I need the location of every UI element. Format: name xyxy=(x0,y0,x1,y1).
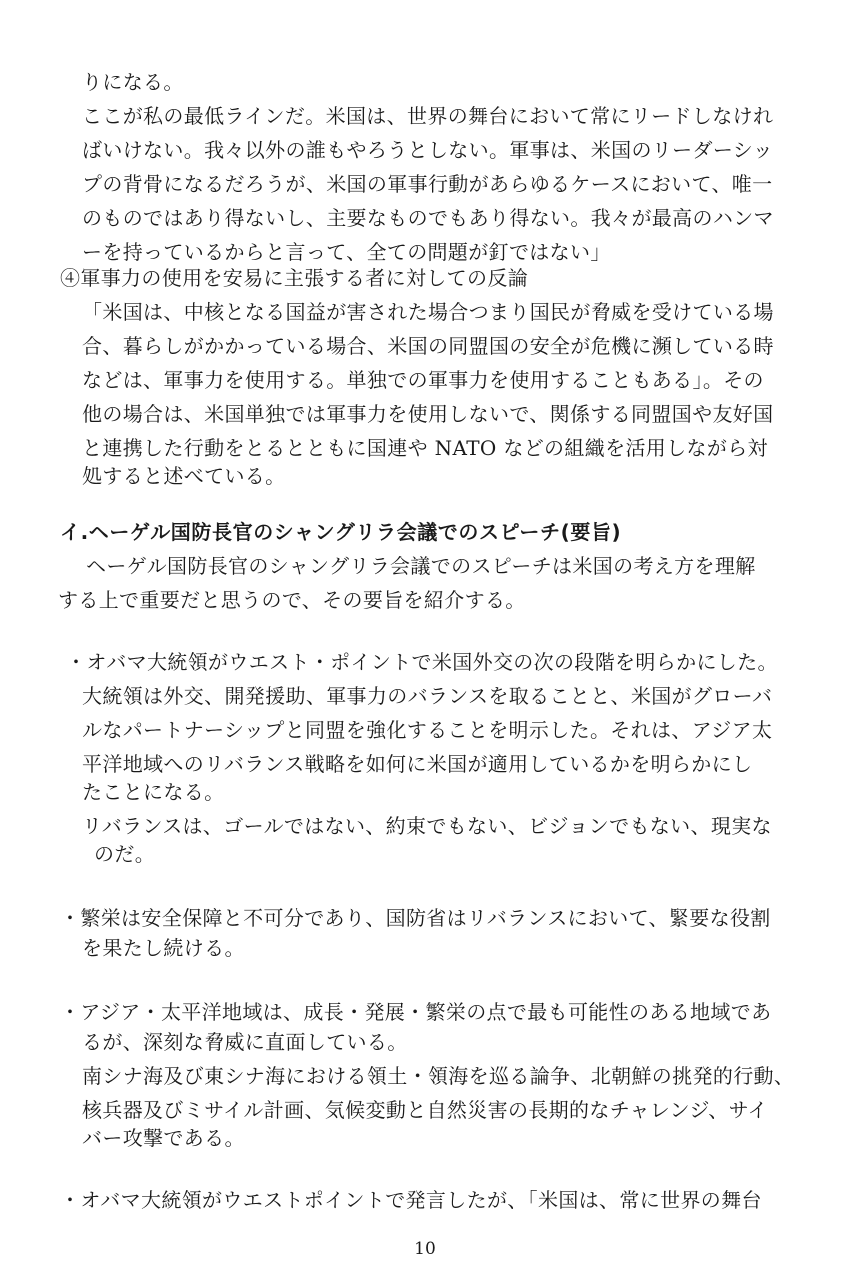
body-text-line: 合、暮らしがかかっている場合、米国の同盟国の安全が危機に瀕している時 xyxy=(82,334,774,358)
body-text-line: るが、深刻な脅威に直面している。 xyxy=(82,1030,408,1054)
body-text-line: ヘーゲル国防長官のシャングリラ会議でのスピーチは米国の考え方を理解 xyxy=(86,554,756,578)
body-text-line: と連携した行動をとるとともに国連や NATO などの組織を活用しながら対 xyxy=(82,436,768,460)
page-number: 10 xyxy=(414,1239,436,1259)
body-text-line: 大統領は外交、開発援助、軍事力のバランスを取ることと、米国がグローバ xyxy=(82,684,773,708)
body-text-line: 処すると述べている。 xyxy=(82,464,286,488)
body-text-line: 核兵器及びミサイル計画、気候変動と自然災害の長期的なチャレンジ、サイ xyxy=(82,1098,768,1122)
body-text-line: ばいけない。我々以外の誰もやろうとしない。軍事は、米国のリーダーシッ xyxy=(82,138,774,162)
bullet-item-line: ・オバマ大統領がウエストポイントで発言したが、「米国は、常に世界の舞台 xyxy=(60,1188,762,1212)
body-text-line: 平洋地域へのリバランス戦略を如何に米国が適用しているかを明らかにし xyxy=(82,752,753,776)
body-text-line: を果たし続ける。 xyxy=(82,936,245,960)
body-text-line: のものではあり得ないし、主要なものでもあり得ない。我々が最高のハンマ xyxy=(82,206,774,230)
bullet-item-line: ・オバマ大統領がウエスト・ポイントで米国外交の次の段階を明らかにした。 xyxy=(66,650,778,674)
body-text-line: たことになる。 xyxy=(82,780,225,804)
body-text-line: プの背骨になるだろうが、米国の軍事行動があらゆるケースにおいて、唯一 xyxy=(82,172,773,196)
body-text-line: ここが私の最低ラインだ。米国は、世界の舞台において常にリードしなけれ xyxy=(82,104,774,128)
body-text-line: ルなパートナーシップと同盟を強化することを明示した。それは、アジア太 xyxy=(82,718,773,742)
body-text-line: リバランスは、ゴールではない、約束でもない、ビジョンでもない、現実な xyxy=(82,814,772,838)
body-text-line: りになる。 xyxy=(82,70,184,94)
body-text-line: 「米国は、中核となる国益が害された場合つまり国民が脅威を受けている場 xyxy=(82,300,774,324)
body-text-line: ーを持っているからと言って、全ての問題が釘ではない」 xyxy=(82,240,611,264)
body-text-line: などは、軍事力を使用する。単独での軍事力を使用することもある」。その xyxy=(82,368,764,392)
bullet-item-line: ・アジア・太平洋地域は、成長・発展・繁栄の点で最も可能性のある地域であ xyxy=(60,1000,772,1024)
numbered-subheading: ④軍事力の使用を安易に主張する者に対しての反論 xyxy=(60,266,529,290)
body-text-line: のだ。 xyxy=(94,842,156,866)
body-text-line: する上で重要だと思うので、その要旨を紹介する。 xyxy=(58,588,526,612)
body-text-line: 南シナ海及び東シナ海における領土・領海を巡る論争、北朝鮮の挑発的行動、 xyxy=(82,1064,795,1088)
bullet-item-line: ・繁栄は安全保障と不可分であり、国防省はリバランスにおいて、緊要な役割 xyxy=(60,906,771,930)
body-text-line: 他の場合は、米国単独では軍事力を使用しないで、関係する同盟国や友好国 xyxy=(82,402,774,426)
section-heading: イ.ヘーゲル国防長官のシャングリラ会議でのスピーチ(要旨) xyxy=(60,520,622,544)
body-text-line: バー攻撃である。 xyxy=(82,1126,245,1150)
